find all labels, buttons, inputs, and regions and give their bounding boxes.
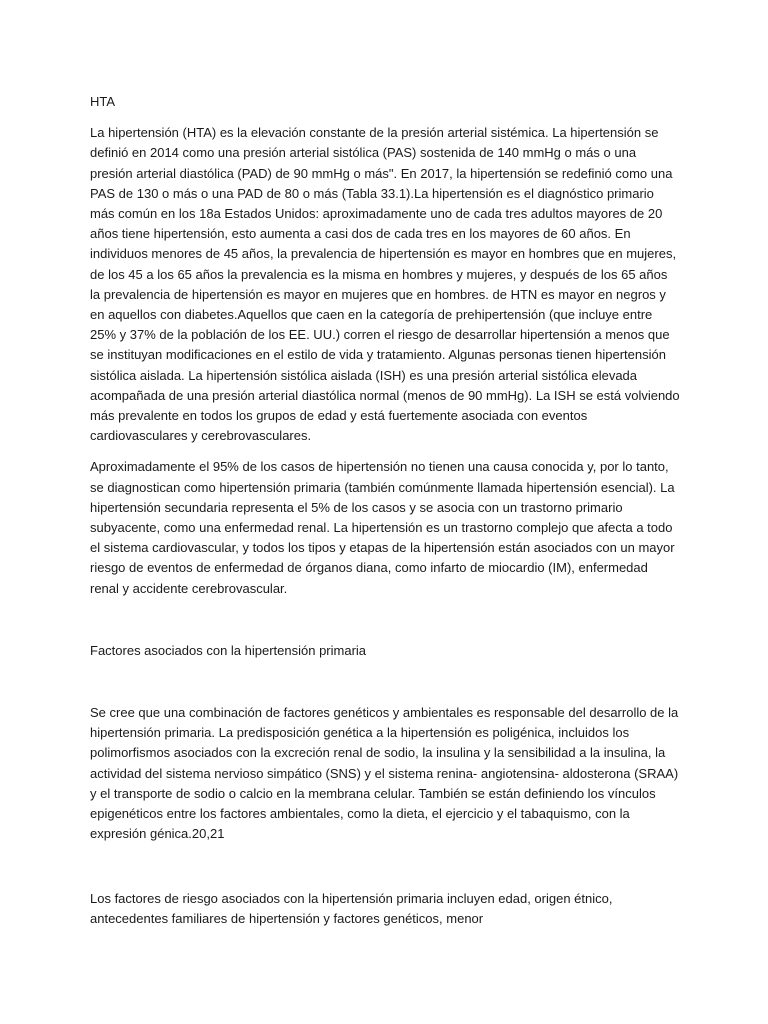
paragraph-primary-hypertension: Aproximadamente el 95% de los casos de hipertensión no tienen una causa conocida y, por lo tanto, se diagnostican como hipertensión primaria (también comúnmente llamada hipertensión esencial). La hipertensión secundaria representa el 5% de los casos y se asocia con un trastorno primario subyacente, como una enfermedad renal. La hipertensión es un trastorno complejo que afecta a todo el sistema cardiovascular, y todos los tipos y etapas de la hipertensión están asociados con un mayor riesgo de eventos de enfermedad de órganos diana, como infarto de miocardio (IM), enfermedad renal y accidente cerebrovascular. xyxy=(90,459,675,596)
paragraph-definition: La hipertensión (HTA) es la elevación constante de la presión arterial sistémica. La hipertensión se definió en 2014 como una presión arterial sistólica (PAS) sostenida de 140 mmHg o más o una presión arterial diastólica (PAD) de 90 mmHg o más". En 2017, la hipertensión se redefinió como una PAS de 130 o más o una PAD de 80 o más (Tabla 33.1).La hipertensión es el diagnóstico primario más común en los 18a Estados Unidos: aproximadamente uno de cada tres adultos mayores de 20 años tiene hipertensión, esto aumenta a casi dos de cada tres en los mayores de 60 años. En individuos menores de 45 años, la prevalencia de hipertensión es mayor en hombres que en mujeres, de los 45 a los 65 años la prevalencia es la misma en hombres y mujeres, y después de los 65 años la prevalencia de hipertensión es mayor en mujeres que en hombres. de HTN es mayor en negros y en aquellos con diabetes.Aquellos que caen en la categoría de prehipertensión (que incluye entre 25% y 37% de la población de los EE. UU.) corren el riesgo de desarrollar hipertensión a menos que se instituyan modificaciones en el estilo de vida y tratamiento. Algunas personas tienen hipertensión sistólica aislada. La hipertensión sistólica aislada (ISH) es una presión arterial sistólica elevada acompañada de una presión arterial diastólica normal (menos de 90 mmHg). La ISH se está volviendo más prevalente en todos los grupos de edad y está fuertemente asociada con eventos cardiovasculares y cerebrovasculares. xyxy=(90,125,680,444)
document-body xyxy=(90,92,680,929)
section-heading: Factores asociados con la hipertensión primaria xyxy=(90,642,367,658)
paragraph-genetic-factors: Se cree que una combinación de factores genéticos y ambientales es responsable del desarrollo de la hipertensión primaria. La predisposición genética a la hipertensión es poligénica, incluidos los polimorfismos asociados con la excreción renal de sodio, la insulina y la sensibilidad a la insulina, la actividad del sistema nervioso simpático (SNS) y el sistema renina- angiotensina- aldosterona (SRAA) y el transporte de sodio o calcio en la membrana celular. También se están definiendo los vínculos epigenéticos entre los factores ambientales, como la dieta, el ejercicio y el tabaquismo, con la expresión génica.20,21 xyxy=(90,705,679,842)
paragraph-risk-factors: Los factores de riesgo asociados con la hipertensión primaria incluyen edad, origen étnico, antecedentes familiares de hipertensión y factores genéticos, menor xyxy=(90,890,613,926)
document-title: HTA xyxy=(90,94,116,109)
